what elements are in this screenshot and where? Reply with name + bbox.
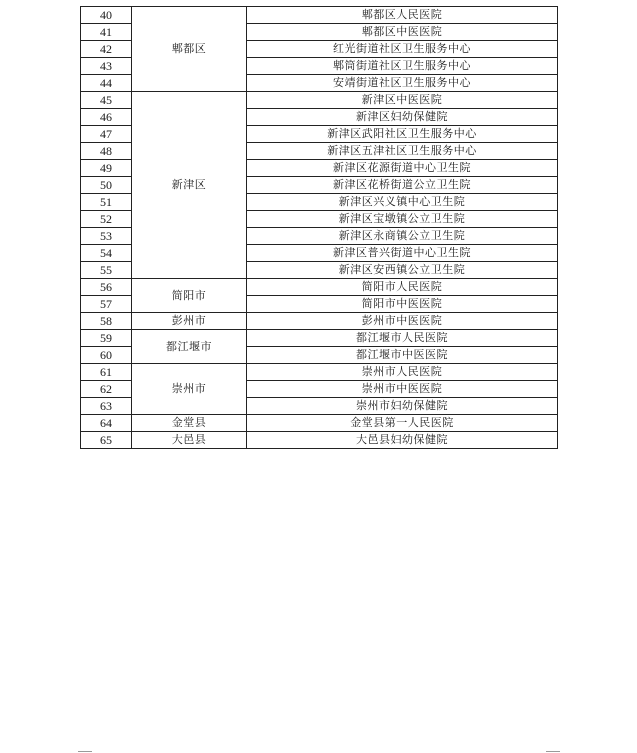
institution-cell: 崇州市妇幼保健院	[247, 398, 558, 415]
row-number-cell: 47	[81, 126, 132, 143]
row-number-cell: 42	[81, 41, 132, 58]
row-number-cell: 55	[81, 262, 132, 279]
row-number-cell: 45	[81, 92, 132, 109]
row-number-cell: 53	[81, 228, 132, 245]
row-number-cell: 44	[81, 75, 132, 92]
institution-cell: 新津区妇幼保健院	[247, 109, 558, 126]
institution-cell: 新津区安西镇公立卫生院	[247, 262, 558, 279]
institution-cell: 新津区普兴街道中心卫生院	[247, 245, 558, 262]
district-cell: 金堂县	[132, 415, 247, 432]
row-number-cell: 50	[81, 177, 132, 194]
row-number-cell: 46	[81, 109, 132, 126]
institution-cell: 金堂县第一人民医院	[247, 415, 558, 432]
page-corner-mark-right	[546, 751, 560, 752]
table-row	[81, 415, 558, 432]
table-row	[81, 313, 558, 330]
institution-cell: 崇州市人民医院	[247, 364, 558, 381]
row-number-cell: 49	[81, 160, 132, 177]
table-row	[81, 330, 558, 347]
row-number-cell: 54	[81, 245, 132, 262]
table-row	[81, 279, 558, 296]
institution-cell: 新津区中医医院	[247, 92, 558, 109]
institution-cell: 新津区花源街道中心卫生院	[247, 160, 558, 177]
district-cell: 彭州市	[132, 313, 247, 330]
district-cell: 新津区	[132, 92, 247, 279]
institution-cell: 新津区花桥街道公立卫生院	[247, 177, 558, 194]
row-number-cell: 41	[81, 24, 132, 41]
institution-cell: 简阳市中医医院	[247, 296, 558, 313]
institution-cell: 彭州市中医医院	[247, 313, 558, 330]
table-row	[81, 92, 558, 109]
row-number-cell: 63	[81, 398, 132, 415]
row-number-cell: 58	[81, 313, 132, 330]
institution-cell: 郫筒街道社区卫生服务中心	[247, 58, 558, 75]
district-cell: 崇州市	[132, 364, 247, 415]
hospital-table	[80, 6, 558, 449]
row-number-cell: 64	[81, 415, 132, 432]
row-number-cell: 59	[81, 330, 132, 347]
institution-cell: 新津区永商镇公立卫生院	[247, 228, 558, 245]
row-number-cell: 57	[81, 296, 132, 313]
table-row	[81, 7, 558, 24]
row-number-cell: 52	[81, 211, 132, 228]
hospital-table-body	[81, 7, 558, 449]
institution-cell: 安靖街道社区卫生服务中心	[247, 75, 558, 92]
institution-cell: 简阳市人民医院	[247, 279, 558, 296]
institution-cell: 郫都区人民医院	[247, 7, 558, 24]
page-corner-mark-left	[78, 751, 92, 752]
row-number-cell: 56	[81, 279, 132, 296]
institution-cell: 都江堰市中医医院	[247, 347, 558, 364]
row-number-cell: 61	[81, 364, 132, 381]
row-number-cell: 62	[81, 381, 132, 398]
table-row	[81, 432, 558, 449]
institution-cell: 都江堰市人民医院	[247, 330, 558, 347]
row-number-cell: 40	[81, 7, 132, 24]
table-row	[81, 364, 558, 381]
institution-cell: 新津区五津社区卫生服务中心	[247, 143, 558, 160]
row-number-cell: 51	[81, 194, 132, 211]
row-number-cell: 43	[81, 58, 132, 75]
district-cell: 大邑县	[132, 432, 247, 449]
institution-cell: 崇州市中医医院	[247, 381, 558, 398]
row-number-cell: 48	[81, 143, 132, 160]
institution-cell: 红光街道社区卫生服务中心	[247, 41, 558, 58]
institution-cell: 郫都区中医医院	[247, 24, 558, 41]
district-cell: 都江堰市	[132, 330, 247, 364]
institution-cell: 大邑县妇幼保健院	[247, 432, 558, 449]
row-number-cell: 65	[81, 432, 132, 449]
institution-cell: 新津区兴义镇中心卫生院	[247, 194, 558, 211]
row-number-cell: 60	[81, 347, 132, 364]
institution-cell: 新津区武阳社区卫生服务中心	[247, 126, 558, 143]
institution-cell: 新津区宝墩镇公立卫生院	[247, 211, 558, 228]
district-cell: 简阳市	[132, 279, 247, 313]
district-cell: 郫都区	[132, 7, 247, 92]
